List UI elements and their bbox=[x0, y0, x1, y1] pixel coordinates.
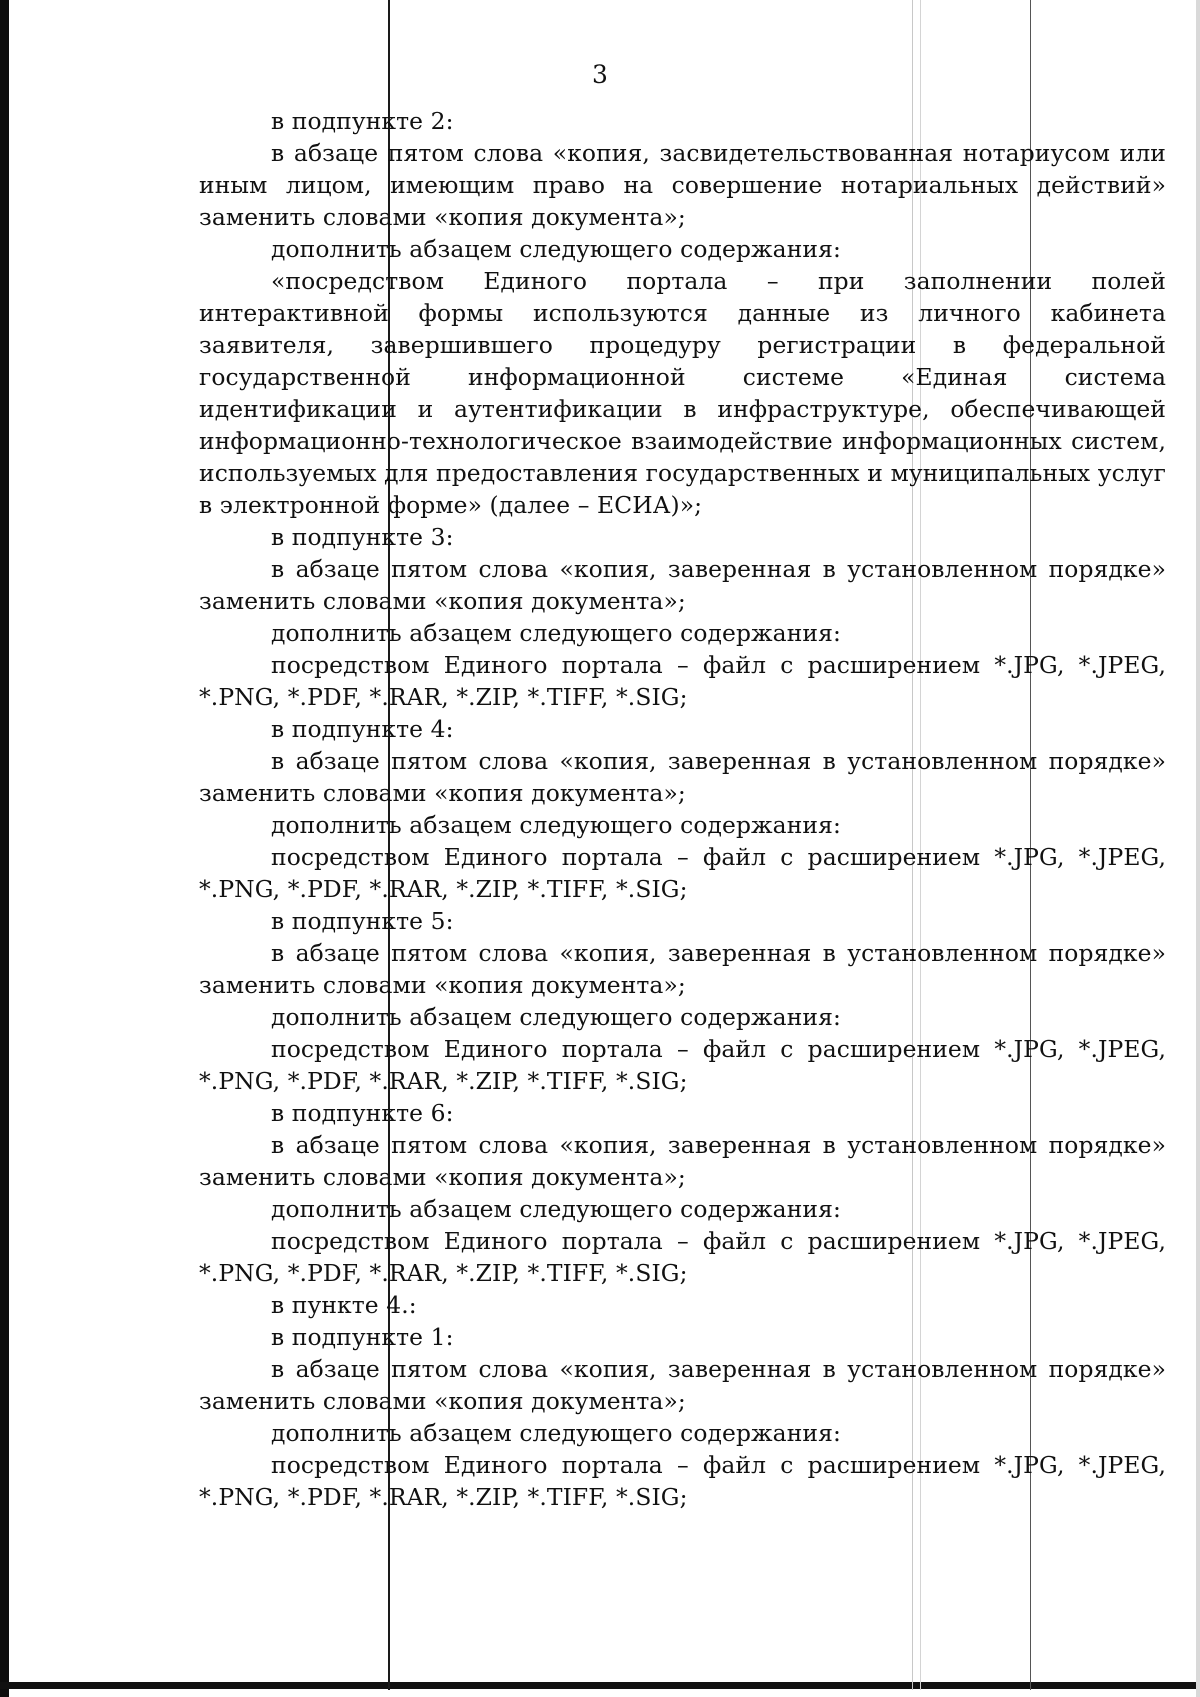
document-body bbox=[199, 105, 1166, 1513]
paragraph: в абзаце пятом слова «копия, заверенная в установленном порядке» заменить словами «копия документа»; bbox=[199, 747, 1166, 807]
paragraph: в подпункте 2: bbox=[271, 107, 454, 135]
paragraph: посредством Единого портала – файл с расширением *.JPG, *.JPEG, *.PNG, *.PDF, *.RAR, *.ZIP, *.TIFF, *.SIG; bbox=[199, 1451, 1166, 1511]
paragraph: в подпункте 5: bbox=[271, 907, 454, 935]
paragraph: дополнить абзацем следующего содержания: bbox=[271, 1195, 841, 1223]
paragraph: в абзаце пятом слова «копия, заверенная в установленном порядке» заменить словами «копия документа»; bbox=[199, 1355, 1166, 1415]
paragraph: дополнить абзацем следующего содержания: bbox=[271, 619, 841, 647]
paragraph: в пункте 4.: bbox=[271, 1291, 417, 1319]
scan-right-edge bbox=[1196, 0, 1200, 1697]
page-number: 3 bbox=[592, 60, 608, 89]
paragraph: в абзаце пятом слова «копия, заверенная в установленном порядке» заменить словами «копия документа»; bbox=[199, 1131, 1166, 1191]
paragraph: «посредством Единого портала – при заполнении полей интерактивной формы используются данные из личного кабинета заявителя, завершившего процедуру регистрации в федеральной государственной информационной системе «Единая система идентификации и аутентификации в инфраструктуре, обеспечивающей информационно-технологическое взаимодействие информационных систем, используемых для предоставления государственных и муниципальных услуг в электронной форме» (далее – ЕСИА)»; bbox=[199, 267, 1166, 519]
paragraph: дополнить абзацем следующего содержания: bbox=[271, 235, 841, 263]
paragraph: в абзаце пятом слова «копия, заверенная в установленном порядке» заменить словами «копия документа»; bbox=[199, 939, 1166, 999]
paragraph: в подпункте 3: bbox=[271, 523, 454, 551]
paragraph: в подпункте 4: bbox=[271, 715, 454, 743]
paragraph: посредством Единого портала – файл с расширением *.JPG, *.JPEG, *.PNG, *.PDF, *.RAR, *.ZIP, *.TIFF, *.SIG; bbox=[199, 843, 1166, 903]
paragraph: посредством Единого портала – файл с расширением *.JPG, *.JPEG, *.PNG, *.PDF, *.RAR, *.ZIP, *.TIFF, *.SIG; bbox=[199, 1227, 1166, 1287]
scan-left-border bbox=[0, 0, 9, 1697]
scan-bottom-border bbox=[0, 1682, 1200, 1689]
paragraph: в абзаце пятом слова «копия, засвидетельствованная нотариусом или иным лицом, имеющим право на совершение нотариальных действий» заменить словами «копия документа»; bbox=[199, 139, 1166, 231]
paragraph: посредством Единого портала – файл с расширением *.JPG, *.JPEG, *.PNG, *.PDF, *.RAR, *.ZIP, *.TIFF, *.SIG; bbox=[199, 651, 1166, 711]
paragraph: посредством Единого портала – файл с расширением *.JPG, *.JPEG, *.PNG, *.PDF, *.RAR, *.ZIP, *.TIFF, *.SIG; bbox=[199, 1035, 1166, 1095]
paragraph: в абзаце пятом слова «копия, заверенная в установленном порядке» заменить словами «копия документа»; bbox=[199, 555, 1166, 615]
paragraph: дополнить абзацем следующего содержания: bbox=[271, 1419, 841, 1447]
paragraph: дополнить абзацем следующего содержания: bbox=[271, 1003, 841, 1031]
paragraph: в подпункте 6: bbox=[271, 1099, 454, 1127]
paragraph: в подпункте 1: bbox=[271, 1323, 454, 1351]
paragraph: дополнить абзацем следующего содержания: bbox=[271, 811, 841, 839]
